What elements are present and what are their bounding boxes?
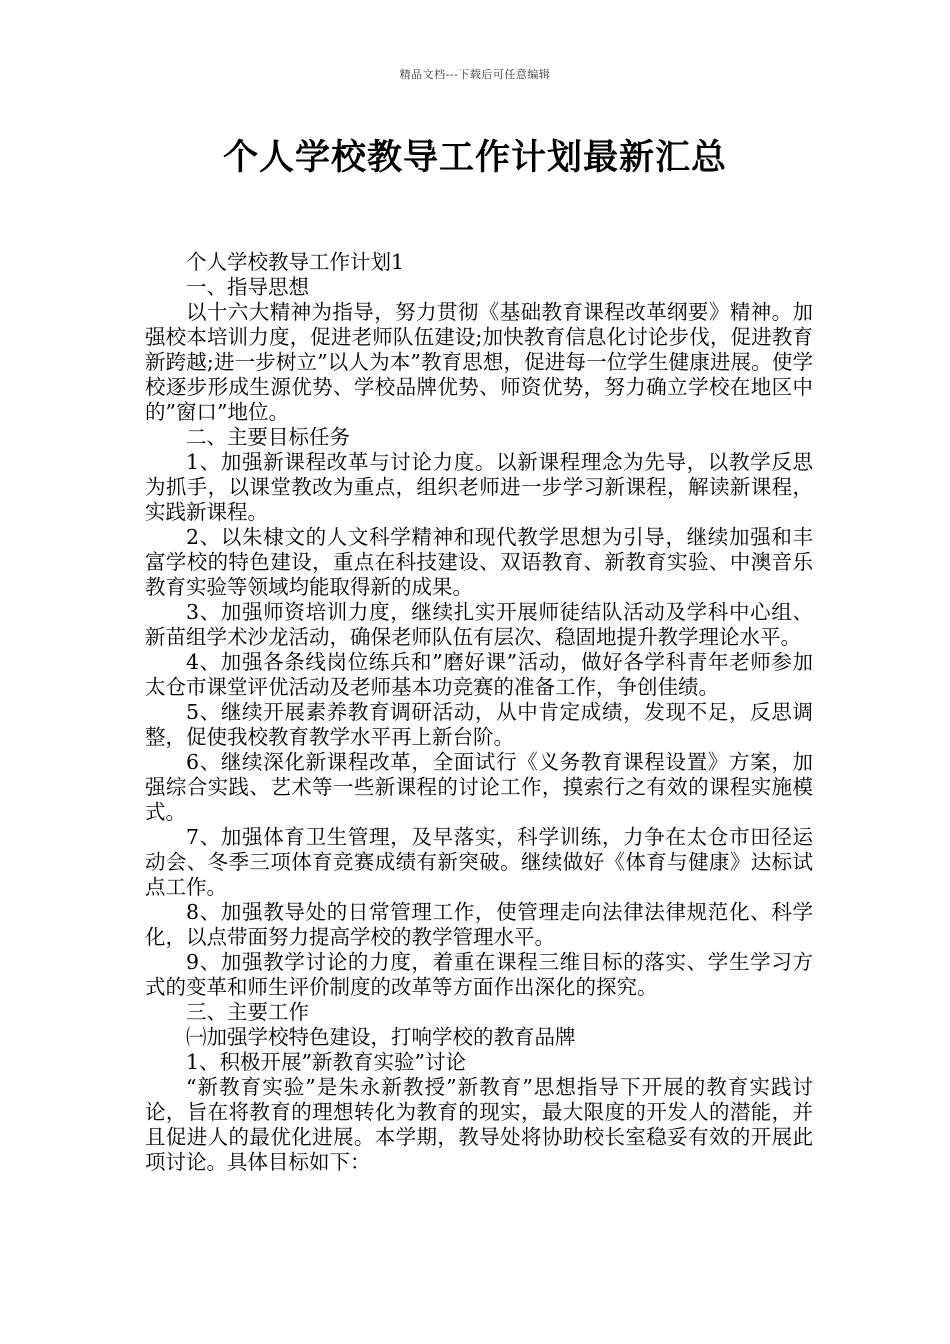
subsection-heading-school-features: ㈠加强学校特色建设，打响学校的教育品牌 — [186, 1025, 576, 1049]
header-note: 精品文档---下载后可任意编辑 — [399, 68, 551, 81]
section-heading-main-goals: 二、主要目标任务 — [186, 425, 350, 449]
work-item-1: 1、积极开展”新教育实验”讨论 — [186, 1050, 467, 1074]
goal-item-9: 9、加强教学讨论的力度，着重在课程三维目标的落实、学生学习方式的变革和师生评价制度的改革等方面作出深化的探究。 — [145, 950, 813, 999]
paragraph-guiding-thought: 以十六大精神为指导，努力贯彻《基础教育课程改革纲要》精神。加强校本培训力度，促进老师队伍建设;加快教育信息化讨论步伐，促进教育新跨越;进一步树立”以人为本”教育思想，促进每一位学生健康进展。使学校逐步形成生源优势、学校品牌优势、师资优势，努力确立学校在地区中的”窗口”地位。 — [145, 300, 813, 424]
document-title: 个人学校教导工作计划最新汇总 — [222, 138, 727, 178]
goal-item-3: 3、加强师资培训力度，继续扎实开展师徒结队活动及学科中心组、新苗组学术沙龙活动，确保老师队伍有层次、稳固地提升教学理论水平。 — [145, 600, 813, 649]
goal-item-7: 7、加强体育卫生管理，及早落实，科学训练，力争在太仓市田径运动会、冬季三项体育竞赛成绩有新突破。继续做好《体育与健康》达标试点工作。 — [145, 825, 813, 899]
section-heading-guiding-thought: 一、指导思想 — [186, 275, 309, 299]
goal-item-8: 8、加强教导处的日常管理工作，使管理走向法律法律规范化、科学化，以点带面努力提高学校的教学管理水平。 — [145, 900, 813, 949]
goal-item-5: 5、继续开展素养教育调研活动，从中肯定成绩，发现不足，反思调整，促使我校教育教学水平再上新台阶。 — [145, 700, 813, 749]
goal-item-4: 4、加强各条线岗位练兵和”磨好课”活动，做好各学科青年老师参加太仓市课堂评优活动及老师基本功竞赛的准备工作，争创佳绩。 — [145, 650, 813, 699]
plan-heading: 个人学校教导工作计划1 — [186, 250, 405, 274]
document-body — [145, 250, 813, 1175]
paragraph-new-education-experiment: “新教育实验”是朱永新教授”新教育”思想指导下开展的教育实践讨论，旨在将教育的理想转化为教育的现实，最大限度的开发人的潜能，并且促进人的最优化进展。本学期，教导处将协助校长室稳妥有效的开展此项讨论。具体目标如下： — [145, 1075, 813, 1174]
goal-item-1: 1、加强新课程改革与讨论力度。以新课程理念为先导，以教学反思为抓手，以课堂教改为重点，组织老师进一步学习新课程，解读新课程，实践新课程。 — [145, 450, 813, 524]
section-heading-main-work: 三、主要工作 — [186, 1000, 309, 1024]
goal-item-2: 2、以朱棣文的人文科学精神和现代教学思想为引导，继续加强和丰富学校的特色建设，重点在科技建设、双语教育、新教育实验、中澳音乐教育实验等领域均能取得新的成果。 — [145, 525, 813, 599]
goal-item-6: 6、继续深化新课程改革，全面试行《义务教育课程设置》方案，加强综合实践、艺术等一些新课程的讨论工作，摸索行之有效的课程实施模式。 — [145, 750, 813, 824]
